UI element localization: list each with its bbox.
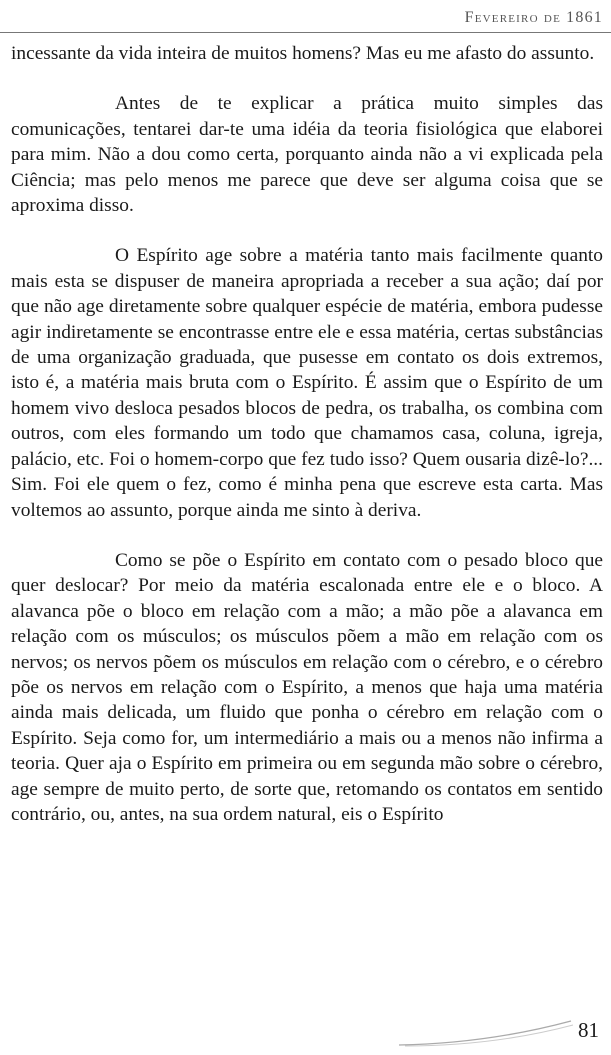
page-number: 81: [578, 1018, 599, 1042]
body-text: [11, 41, 603, 827]
running-head-title: Fevereiro de 1861: [464, 9, 603, 26]
paragraph-4: Como se põe o Espírito em contato com o pesado bloco que quer deslocar? Por meio da matéria escalonada entre ele e o bloco. A alavanca põe o bloco em relação com a mão; a mão põe a alavanca em relação com os músculos; os músculos põem a mão em relação com os nervos; os nervos põem os músculos em relação com o cérebro, e o cérebro põe os nervos em relação com o Espírito, a menos que haja uma matéria ainda mais delicada, um fluido que ponha o cérebro em relação com o Espírito. Seja como for, um intermediário a mais ou a menos não infirma a teoria. Quer aja o Espírito em primeira ou em segunda mão sobre o cérebro, age sempre de muito perto, de sorte que, retomando os contatos em sentido contrário, ou, antes, na sua ordem natural, eis o Espírito: [11, 549, 603, 825]
header-rule: [0, 32, 611, 33]
swoosh-ornament-icon: [395, 1018, 575, 1048]
paragraph-3: O Espírito age sobre a matéria tanto mais facilmente quanto mais esta se dispuser de maneira apropriada a receber a sua ação; daí por que não age diretamente sobre qualquer espécie de matéria, embora pudesse agir indiretamente se encontrasse entre ele e essa matéria, certas substâncias de uma organização graduada, que pusesse em contato os dois extremos, isto é, a matéria mais bruta com o Espírito. É assim que o Espírito de um homem vivo desloca pesados blocos de pedra, os trabalha, os combina com outros, com eles formando um todo que chamamos casa, coluna, igreja, palácio, etc. Foi o homem-corpo que fez tudo isso? Quem ousaria dizê-lo?... Sim. Foi ele quem o fez, como é minha pena que escreve esta carta. Mas voltemos ao assunto, porque ainda me sinto à deriva.: [11, 245, 603, 521]
paragraph-2: Antes de te explicar a prática muito simples das comunicações, tentarei dar-te uma idéia da teoria fisiológica que elaborei para mim. Não a dou como certa, porquanto ainda não a vi explicada pela Ciência; mas pelo menos me parece que deve ser alguma coisa que se aproxima disso.: [11, 93, 603, 217]
paragraph-1: incessante da vida inteira de muitos homens? Mas eu me afasto do assunto.: [11, 43, 595, 64]
